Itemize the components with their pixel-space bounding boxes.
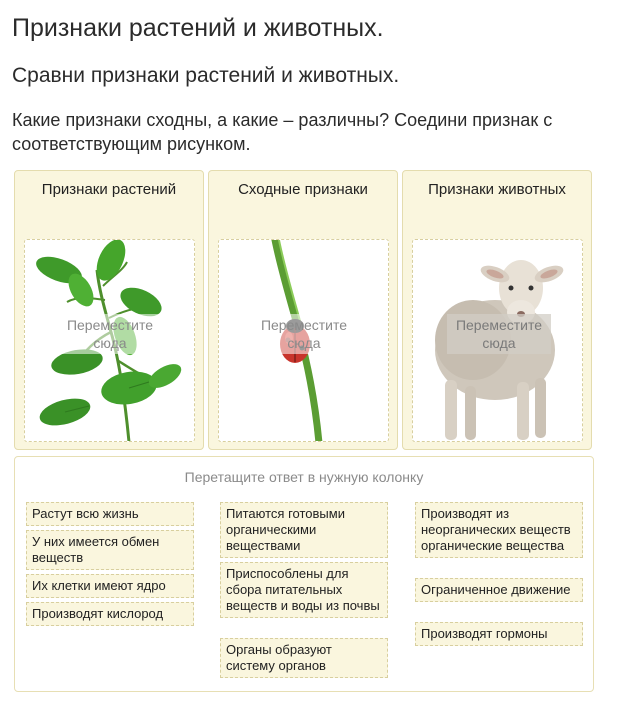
common-dropzone-label: Переместите сюда — [249, 314, 359, 354]
page-subtitle: Сравни признаки растений и животных. — [12, 64, 400, 87]
answer-bank — [14, 456, 594, 692]
plant-traits-header: Признаки растений — [41, 181, 177, 198]
task-instruction: Какие признаки сходны, а какие – различны? Соедини признак с соответствующим рисунком. — [12, 110, 553, 154]
answer-card[interactable]: У них имеется обмен веществ — [26, 530, 194, 570]
answer-card[interactable]: Их клетки имеют ядро — [26, 574, 194, 598]
answer-bank-title: Перетащите ответ в нужную колонку — [184, 469, 424, 485]
answer-card[interactable]: Растут всю жизнь — [26, 502, 194, 526]
common-traits-dropzone[interactable] — [218, 239, 389, 442]
answer-card[interactable]: Производят гормоны — [415, 622, 583, 646]
answer-card[interactable]: Производят из неорганических веществ органические вещества — [415, 502, 583, 558]
animal-traits-column — [402, 170, 592, 450]
answer-card[interactable]: Органы образуют систему органов — [220, 638, 388, 678]
common-traits-column — [208, 170, 398, 450]
animal-traits-header: Признаки животных — [428, 181, 566, 198]
answer-card[interactable]: Ограниченное движение — [415, 578, 583, 602]
animal-dropzone-label: Переместите сюда — [447, 314, 551, 354]
answer-card[interactable]: Приспособлены для сбора питательных веществ и воды из почвы — [220, 562, 388, 618]
plant-dropzone-label: Переместите сюда — [55, 314, 165, 354]
page-title: Признаки растений и животных. — [12, 14, 384, 42]
plant-traits-dropzone[interactable] — [24, 239, 195, 442]
answer-card[interactable]: Питаются готовыми органическими веществами — [220, 502, 388, 558]
answer-card[interactable]: Производят кислород — [26, 602, 194, 626]
plant-traits-column — [14, 170, 204, 450]
animal-traits-dropzone[interactable] — [412, 239, 583, 442]
common-traits-header: Сходные признаки — [238, 181, 368, 198]
